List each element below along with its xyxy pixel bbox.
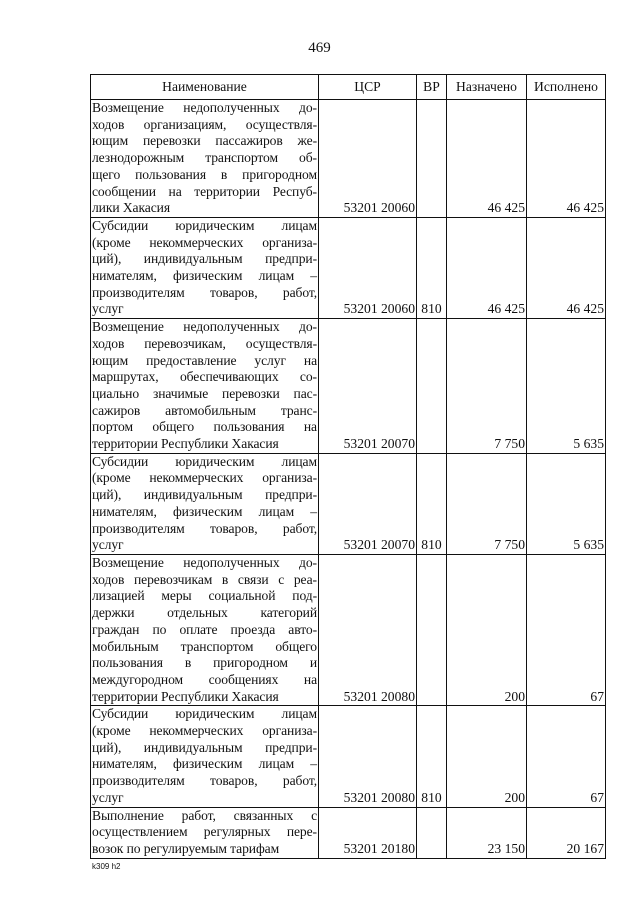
row-planned: 46 425 xyxy=(447,100,527,218)
row-name-line: ходов перевозчикам, осуществля- xyxy=(92,335,317,351)
table-row xyxy=(91,807,606,858)
row-name-line: ющим перевозки пассажиров же- xyxy=(92,133,317,149)
row-name-line: ций), индивидуальным предпри- xyxy=(92,251,317,267)
row-name-line: Возмещение недополученных до- xyxy=(92,319,317,335)
row-name-line: ходов перевозчикам в связи с реа- xyxy=(92,571,317,587)
row-name-line: Субсидии юридическим лицам xyxy=(92,217,317,233)
row-name-line: территории Республики Хакасия xyxy=(92,688,279,704)
row-name xyxy=(91,807,319,858)
table-row xyxy=(91,217,606,318)
header-name: Наименование xyxy=(91,75,319,100)
header-csr: ЦСР xyxy=(319,75,417,100)
row-name-line: пользования в пригородном и xyxy=(92,655,317,671)
row-vr xyxy=(417,807,447,858)
row-vr xyxy=(417,100,447,218)
row-planned: 7 750 xyxy=(447,453,527,554)
row-name-line: осуществлением регулярных пере- xyxy=(92,824,317,840)
row-name xyxy=(91,453,319,554)
row-name-line: нимателям, физическим лицам – xyxy=(92,268,317,284)
row-name-line: маршрутах, обеспечивающих со- xyxy=(92,369,317,385)
row-name-line: лезнодорожным транспортом об- xyxy=(92,150,317,166)
row-csr: 53201 20070 xyxy=(319,319,417,454)
row-name-line: сообщении на территории Респуб- xyxy=(92,183,317,199)
row-name-line: портом общего пользования на xyxy=(92,419,317,435)
footer-code: k309 h2 xyxy=(92,862,121,871)
row-executed: 20 167 xyxy=(527,807,606,858)
row-csr: 53201 20070 xyxy=(319,453,417,554)
row-name-line: услуг xyxy=(92,789,124,805)
row-name-line: граждан по оплате проезда авто- xyxy=(92,621,317,637)
row-name-line: ций), индивидуальным предпри- xyxy=(92,739,317,755)
row-name-line: Выполнение работ, связанных с xyxy=(92,807,317,823)
row-name-line: Возмещение недополученных до- xyxy=(92,554,317,570)
row-executed: 46 425 xyxy=(527,217,606,318)
table-header-row xyxy=(91,75,606,100)
page-number: 469 xyxy=(308,40,331,56)
row-planned: 7 750 xyxy=(447,319,527,454)
row-name-line: циально значимые перевозки пас- xyxy=(92,385,317,401)
row-executed: 46 425 xyxy=(527,100,606,218)
row-name xyxy=(91,706,319,807)
row-planned: 200 xyxy=(447,706,527,807)
row-name-line: (кроме некоммерческих организа- xyxy=(92,234,317,250)
row-name-line: сажиров автомобильным транс- xyxy=(92,402,317,418)
row-executed: 5 635 xyxy=(527,453,606,554)
row-name-line: нимателям, физическим лицам – xyxy=(92,756,317,772)
row-vr xyxy=(417,554,447,705)
row-vr: 810 xyxy=(417,217,447,318)
row-name xyxy=(91,100,319,218)
row-name-line: услуг xyxy=(92,301,124,317)
table-row xyxy=(91,319,606,454)
row-name-line: (кроме некоммерческих организа- xyxy=(92,470,317,486)
row-name-line: ющим предоставление услуг на xyxy=(92,352,317,368)
row-executed: 5 635 xyxy=(527,319,606,454)
row-csr: 53201 20060 xyxy=(319,217,417,318)
row-csr: 53201 20180 xyxy=(319,807,417,858)
table-body xyxy=(91,100,606,859)
row-name-line: производителям товаров, работ, xyxy=(92,773,317,789)
row-csr: 53201 20060 xyxy=(319,100,417,218)
row-name-line: ций), индивидуальным предпри- xyxy=(92,487,317,503)
row-name-line: территории Республики Хакасия xyxy=(92,436,279,452)
header-planned: Назначено xyxy=(447,75,527,100)
row-name-line: Возмещение недополученных до- xyxy=(92,100,317,115)
row-vr xyxy=(417,319,447,454)
row-planned: 46 425 xyxy=(447,217,527,318)
row-name-line: Субсидии юридическим лицам xyxy=(92,706,317,722)
row-csr: 53201 20080 xyxy=(319,554,417,705)
row-name xyxy=(91,554,319,705)
row-name-line: держки отдельных категорий xyxy=(92,605,317,621)
row-name-line: возок по регулируемым тарифам xyxy=(92,840,280,856)
row-name-line: нимателям, физическим лицам – xyxy=(92,503,317,519)
row-planned: 200 xyxy=(447,554,527,705)
row-name-line: лизацией меры социальной под- xyxy=(92,588,317,604)
header-vr: ВР xyxy=(417,75,447,100)
table-row xyxy=(91,706,606,807)
table-row xyxy=(91,100,606,218)
row-name-line: ходов организациям, осуществля- xyxy=(92,116,317,132)
row-name-line: лики Хакасия xyxy=(92,200,170,216)
table-row xyxy=(91,453,606,554)
row-name-line: мобильным транспортом общего xyxy=(92,638,317,654)
row-name-line: услуг xyxy=(92,537,124,553)
row-name xyxy=(91,319,319,454)
row-name-line: щего пользования в пригородном xyxy=(92,166,317,182)
budget-table xyxy=(90,74,606,859)
header-executed: Исполнено xyxy=(527,75,606,100)
row-csr: 53201 20080 xyxy=(319,706,417,807)
row-vr: 810 xyxy=(417,453,447,554)
row-executed: 67 xyxy=(527,554,606,705)
row-executed: 67 xyxy=(527,706,606,807)
row-name-line: производителям товаров, работ, xyxy=(92,284,317,300)
row-name-line: междугородном сообщениях на xyxy=(92,671,317,687)
row-name-line: производителям товаров, работ, xyxy=(92,520,317,536)
row-planned: 23 150 xyxy=(447,807,527,858)
table-row xyxy=(91,554,606,705)
row-name xyxy=(91,217,319,318)
row-vr: 810 xyxy=(417,706,447,807)
row-name-line: (кроме некоммерческих организа- xyxy=(92,723,317,739)
row-name-line: Субсидии юридическим лицам xyxy=(92,453,317,469)
